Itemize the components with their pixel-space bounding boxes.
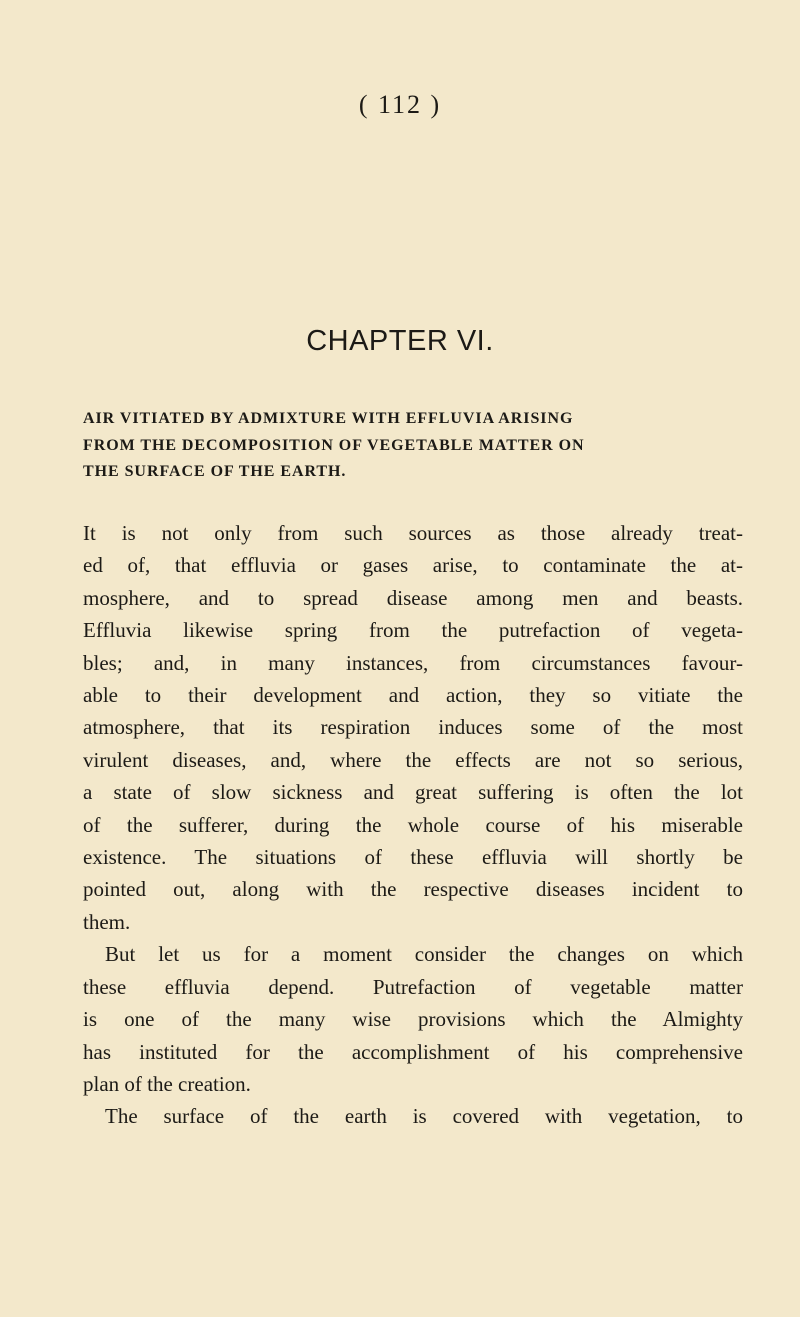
text-line: bles; and, in many instances, from circumstances favour- bbox=[83, 650, 743, 675]
text-line: is one of the many wise provisions which the Almighty bbox=[83, 1007, 743, 1032]
text-line: these effluvia depend. Putrefaction of vegetable matter bbox=[83, 974, 743, 999]
text-line: has instituted for the accomplishment of his comprehensive bbox=[83, 1039, 743, 1064]
text-line: virulent diseases, and, where the effects are not so serious, bbox=[83, 747, 743, 772]
text-line: them. bbox=[83, 909, 131, 934]
text-line: It is not only from such sources as those already treat- bbox=[83, 521, 743, 545]
text-line: mosphere, and to spread disease among men and beasts. bbox=[83, 585, 743, 610]
text-line: But let us for a moment consider the changes on which bbox=[105, 942, 743, 967]
text-line: Effluvia likewise spring from the putrefaction of vegeta- bbox=[83, 618, 743, 643]
text-line: pointed out, along with the respective diseases incident to bbox=[83, 877, 743, 902]
chapter-title: CHAPTER VI. bbox=[306, 325, 494, 357]
body-text bbox=[83, 517, 743, 1133]
text-line: existence. The situations of these effluvia will shortly be bbox=[83, 845, 743, 870]
text-line: ed of, that effluvia or gases arise, to contaminate the at- bbox=[83, 553, 743, 578]
page-number: ( 112 ) bbox=[358, 90, 442, 119]
text-line: a state of slow sickness and great suffering is often the lot bbox=[83, 780, 743, 805]
chapter-subtitle bbox=[83, 406, 723, 486]
subtitle-line: THE SURFACE OF THE EARTH. bbox=[83, 463, 347, 480]
text-line: able to their development and action, they so vitiate the bbox=[83, 683, 743, 708]
text-line: The surface of the earth is covered with vegetation, to bbox=[105, 1104, 743, 1129]
text-line: atmosphere, that its respiration induces some of the most bbox=[83, 715, 743, 740]
subtitle-line: AIR VITIATED BY ADMIXTURE WITH EFFLUVIA ARISING bbox=[83, 410, 574, 427]
text-line: of the sufferer, during the whole course of his miserable bbox=[83, 812, 743, 837]
subtitle-line: FROM THE DECOMPOSITION OF VEGETABLE MATTER ON bbox=[83, 436, 585, 454]
text-line: plan of the creation. bbox=[83, 1071, 251, 1096]
